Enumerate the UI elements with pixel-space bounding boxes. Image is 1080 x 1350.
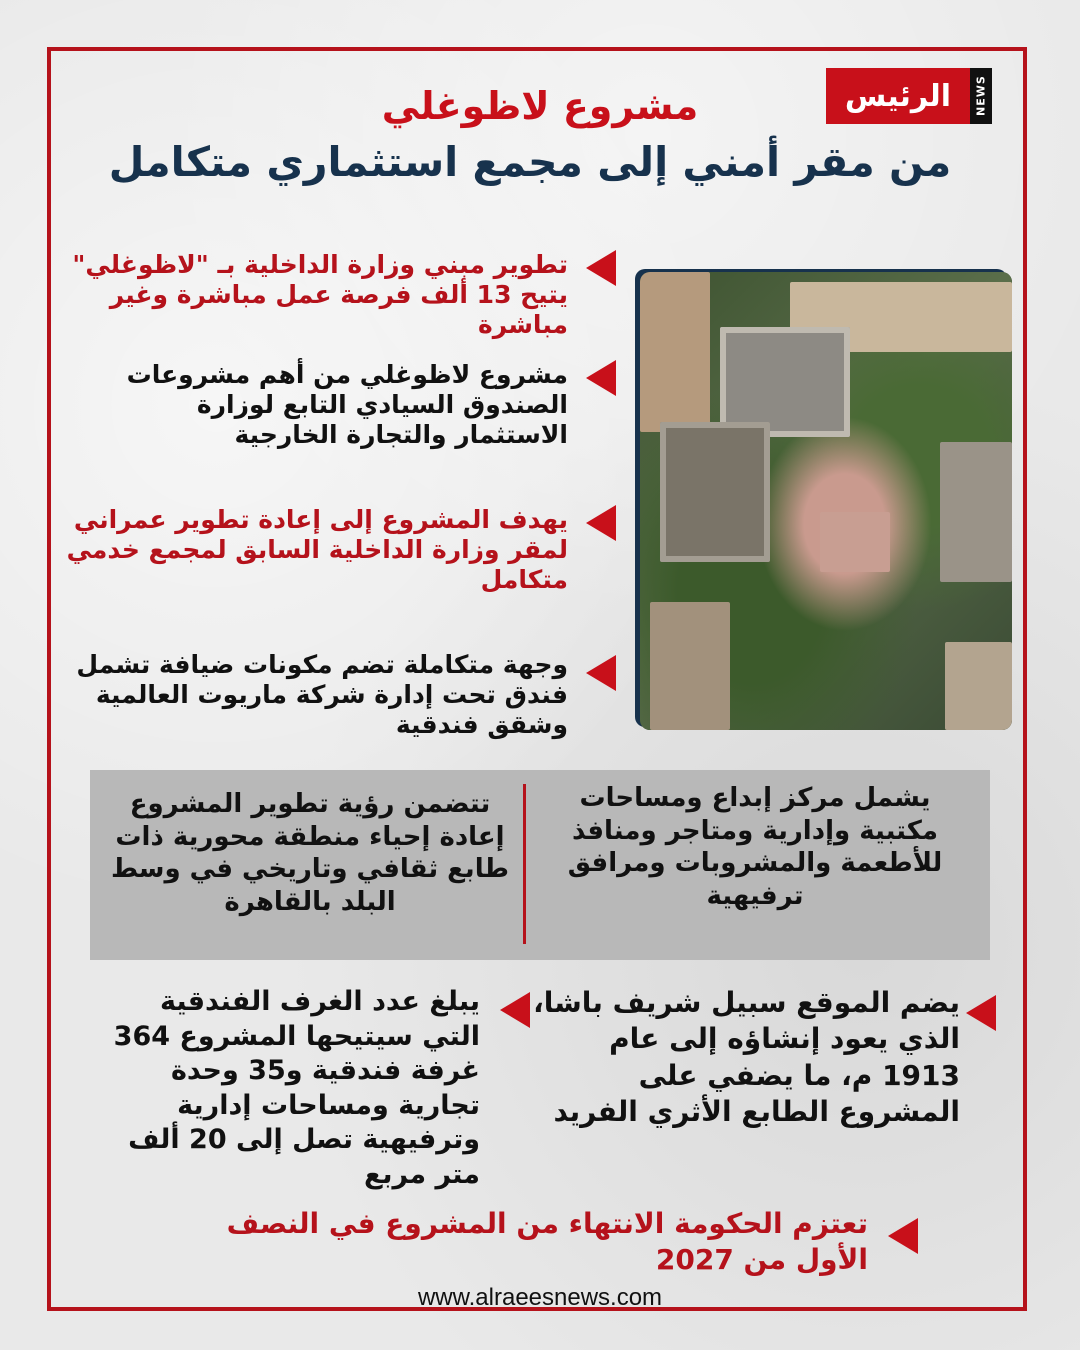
bullet-marker-icon (586, 360, 616, 396)
bullet-text: وجهة متكاملة تضم مكونات ضيافة تشمل فندق تحت إدارة شركة ماريوت العالمية وشقق فندقية (76, 650, 568, 739)
panel-right-text: يشمل مركز إبداع ومساحات مكتبية وإدارية ومتاجر ومنافذ للأطعمة والمشروبات ومرافق ترفيهية (567, 783, 943, 911)
page-title: مشروع لاظوغلي (381, 84, 699, 128)
bullet-text: يبلغ عدد الغرف الفندقية التي سيتيحها المشروع 364 غرفة فندقية و35 وحدة تجارية ومساحات إدارية وترفيهية تصل إلى 20 ألف متر مربع (113, 986, 480, 1190)
bullet-marker-icon (586, 505, 616, 541)
bullet-marker-icon (586, 250, 616, 286)
bullet-marker-icon (500, 992, 530, 1028)
logo (826, 68, 992, 124)
page-subtitle: من مقر أمني إلى مجمع استثماري متكامل (108, 138, 952, 186)
bullet-text: مشروع لاظوغلي من أهم مشروعات الصندوق السيادي التابع لوزارة الاستثمار والتجارة الخارجية (126, 360, 568, 449)
bullet-text: تطوير مبني وزارة الداخلية بـ "لاظوغلي" يتيح 13 ألف فرصة عمل مباشرة وغير مباشرة (72, 250, 568, 339)
website-url[interactable]: www.alraeesnews.com (417, 1284, 663, 1311)
project-aerial-image (640, 272, 1012, 730)
bullet-marker-icon (888, 1218, 918, 1254)
bullet-text: يهدف المشروع إلى إعادة تطوير عمراني لمقر وزارة الداخلية السابق لمجمع خدمي متكامل (66, 505, 568, 594)
bullet-marker-icon (966, 995, 996, 1031)
logo-tag: NEWS (970, 68, 992, 124)
bullet-text: يضم الموقع سبيل شريف باشا، الذي يعود إنشاؤه إلى عام 1913 م، ما يضفي على المشروع الطابع الأثري الفريد (533, 986, 960, 1129)
bullet-marker-icon (586, 655, 616, 691)
closing-note: تعتزم الحكومة الانتهاء من المشروع في النصف الأول من 2027 (226, 1207, 868, 1277)
info-panel (90, 770, 990, 960)
logo-name: الرئيس (826, 68, 970, 124)
panel-left-text: تتضمن رؤية تطوير المشروع إعادة إحياء منطقة محورية ذات طابع ثقافي وتاريخي في وسط البلد بالقاهرة (111, 789, 509, 917)
panel-divider (523, 784, 526, 944)
